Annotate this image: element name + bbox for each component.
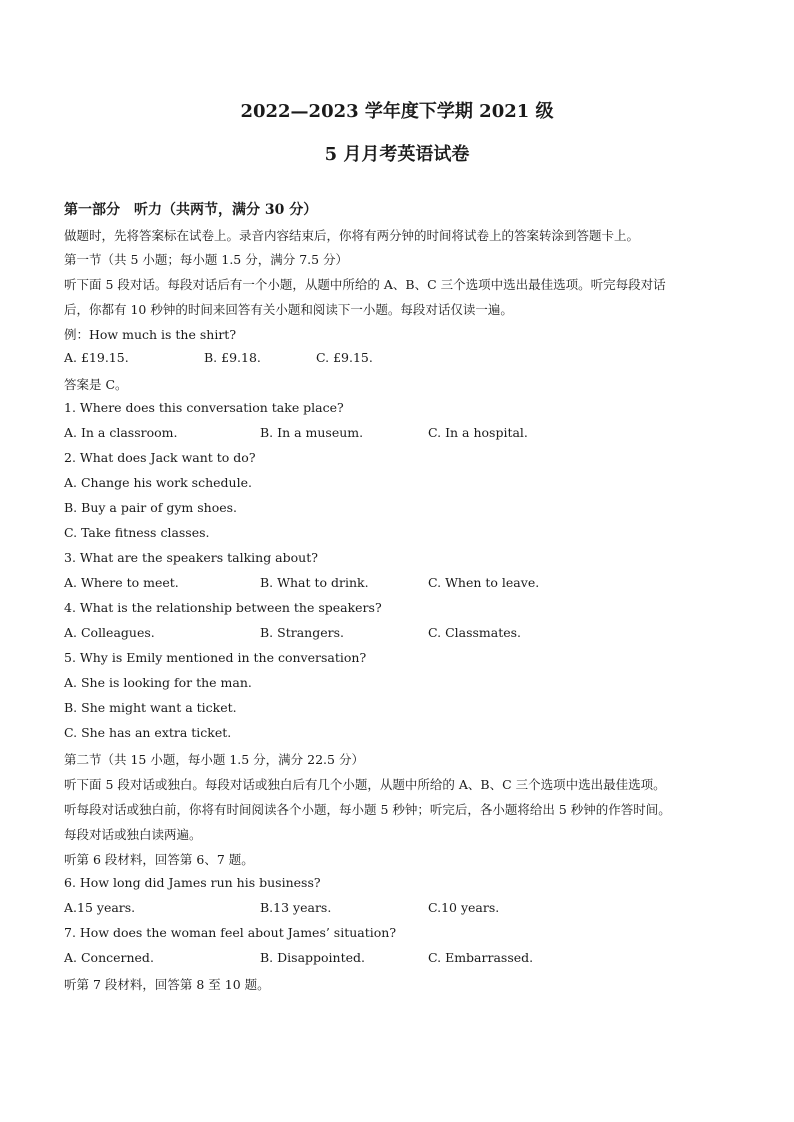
example-option-b: B. £9.18. <box>204 350 261 365</box>
section1-directions-line2: 后，你都有 10 秒钟的时间来回答有关小题和阅读下一小题。每段对话仅读一遍。 <box>64 302 513 317</box>
question-6: 6. How long did James run his business? <box>64 875 321 890</box>
q1-option-a: A. In a classroom. <box>64 425 178 440</box>
question-3: 3. What are the speakers talking about? <box>64 550 318 565</box>
section2-directions-line3: 每段对话或独白读两遍。 <box>64 827 202 842</box>
material-7-instruction: 听第 7 段材料，回答第 8 至 10 题。 <box>64 977 270 992</box>
example-answer: 答案是 C。 <box>64 377 128 392</box>
q7-option-a: A. Concerned. <box>64 950 154 965</box>
question-4-options <box>64 625 764 643</box>
q5-option-c: C. She has an extra ticket. <box>64 725 232 740</box>
q4-option-a: A. Colleagues. <box>64 625 155 640</box>
example-option-c: C. £9.15. <box>316 350 373 365</box>
example-option-a: A. £19.15. <box>64 350 129 365</box>
section2-directions-line1: 听下面 5 段对话或独白。每段对话或独白后有几个小题，从题中所给的 A、B、C 三个选项中选出最佳选项。 <box>64 777 666 792</box>
q4-option-c: C. Classmates. <box>428 625 522 640</box>
exam-title-line2: 5 月月考英语试卷 <box>324 144 470 165</box>
section1-heading: 第一节（共 5 小题；每小题 1.5 分，满分 7.5 分） <box>64 252 349 267</box>
example-options <box>64 350 764 368</box>
example-question: 例：How much is the shirt? <box>64 327 237 342</box>
q4-option-b: B. Strangers. <box>260 625 344 640</box>
q1-option-c: C. In a hospital. <box>428 425 528 440</box>
question-1-options <box>64 425 764 443</box>
question-7-options <box>64 950 764 968</box>
q6-option-a: A.15 years. <box>64 900 136 915</box>
section2-heading: 第二节（共 15 小题，每小题 1.5 分，满分 22.5 分） <box>64 752 364 767</box>
general-instruction: 做题时，先将答案标在试卷上。录音内容结束后，你将有两分钟的时间将试卷上的答案转涂到答题卡上。 <box>64 228 640 243</box>
question-6-options <box>64 900 764 918</box>
q2-option-a: A. Change his work schedule. <box>64 475 252 490</box>
exam-title-line1: 2022—2023 学年度下学期 2021 级 <box>240 101 554 122</box>
q3-option-a: A. Where to meet. <box>64 575 179 590</box>
question-7: 7. How does the woman feel about James’ situation? <box>64 925 397 940</box>
question-1: 1. Where does this conversation take place? <box>64 400 344 415</box>
q5-option-a: A. She is looking for the man. <box>64 675 252 690</box>
section2-directions-line2: 听每段对话或独白前，你将有时间阅读各个小题，每小题 5 秒钟；听完后，各小题将给出 5 秒钟的作答时间。 <box>64 802 671 817</box>
question-4: 4. What is the relationship between the speakers? <box>64 600 382 615</box>
part1-heading: 第一部分 听力（共两节，满分 30 分） <box>64 202 318 218</box>
q3-option-b: B. What to drink. <box>260 575 369 590</box>
material-6-instruction: 听第 6 段材料，回答第 6、7 题。 <box>64 852 254 867</box>
section1-directions-line1: 听下面 5 段对话。每段对话后有一个小题，从题中所给的 A、B、C 三个选项中选出最佳选项。听完每段对话 <box>64 277 666 292</box>
q1-option-b: B. In a museum. <box>260 425 364 440</box>
question-5: 5. Why is Emily mentioned in the conversation? <box>64 650 367 665</box>
q2-option-b: B. Buy a pair of gym shoes. <box>64 500 238 515</box>
q6-option-b: B.13 years. <box>260 900 332 915</box>
q6-option-c: C.10 years. <box>428 900 500 915</box>
q7-option-c: C. Embarrassed. <box>428 950 534 965</box>
q7-option-b: B. Disappointed. <box>260 950 365 965</box>
question-2: 2. What does Jack want to do? <box>64 450 256 465</box>
q5-option-b: B. She might want a ticket. <box>64 700 237 715</box>
question-3-options <box>64 575 764 593</box>
q2-option-c: C. Take fitness classes. <box>64 525 210 540</box>
q3-option-c: C. When to leave. <box>428 575 540 590</box>
